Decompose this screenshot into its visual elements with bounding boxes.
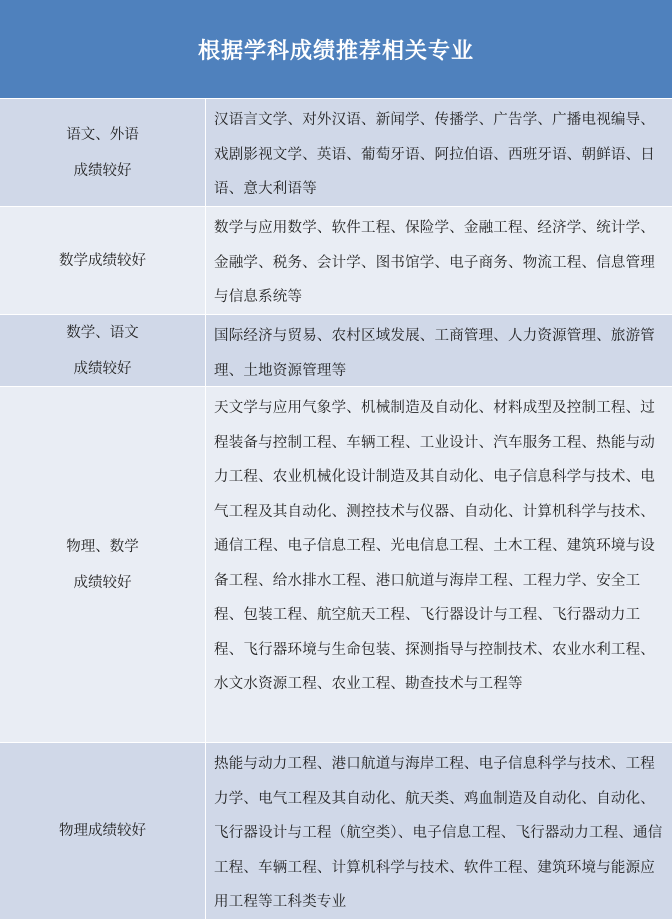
table-row xyxy=(0,387,672,743)
table-row xyxy=(0,315,672,387)
subject-label: 数学成绩较好 xyxy=(59,252,146,269)
majors-cell: 热能与动力工程、港口航道与海岸工程、电子信息科学与技术、工程力学、电气工程及其自动化、航天类、鸡血制造及自动化、自动化、飞行器设计与工程（航空类）、电子信息工程、飞行器动力工程、通信工程、车辆工程、计算机科学与技术、软件工程、建筑环境与能源应用工程等工科类专业 xyxy=(214,756,663,910)
subject-label: 成绩较好 xyxy=(73,162,132,179)
subject-cell xyxy=(0,315,206,386)
subject-label: 物理、数学 xyxy=(66,538,139,555)
subject-label: 数学、语文 xyxy=(66,324,139,341)
subject-cell xyxy=(0,99,206,206)
subject-cell xyxy=(0,387,206,742)
table-row xyxy=(0,99,672,207)
majors-cell: 天文学与应用气象学、机械制造及自动化、材料成型及控制工程、过程装备与控制工程、车辆工程、工业设计、汽车服务工程、热能与动力工程、农业机械化设计制造及其自动化、电子信息科学与技术、电气工程及其自动化、测控技术与仪器、自动化、计算机科学与技术、通信工程、电子信息工程、光电信息工程、土木工程、建筑环境与设备工程、给水排水工程、港口航道与海岸工程、工程力学、安全工程、包装工程、航空航天工程、飞行器设计与工程、飞行器动力工程、飞行器环境与生命包装、探测指导与控制技术、农业水利工程、水文水资源工程、农业工程、勘查技术与工程等 xyxy=(214,400,655,692)
table-row xyxy=(0,743,672,919)
table-header xyxy=(0,0,672,99)
subject-label: 物理成绩较好 xyxy=(59,823,146,839)
majors-cell: 国际经济与贸易、农村区域发展、工商管理、人力资源管理、旅游管理、土地资源管理等 xyxy=(214,328,655,379)
subject-cell xyxy=(0,743,206,919)
table-title: 根据学科成绩推荐相关专业 xyxy=(197,38,474,64)
majors-cell: 汉语言文学、对外汉语、新闻学、传播学、广告学、广播电视编导、戏剧影视文学、英语、葡萄牙语、阿拉伯语、西班牙语、朝鲜语、日语、意大利语等 xyxy=(214,112,655,197)
majors-cell: 数学与应用数学、软件工程、保险学、金融工程、经济学、统计学、金融学、税务、会计学、图书馆学、电子商务、物流工程、信息管理与信息系统等 xyxy=(214,220,655,305)
subject-label: 成绩较好 xyxy=(73,360,132,377)
subject-label: 语文、外语 xyxy=(66,126,139,143)
table-row xyxy=(0,207,672,315)
subject-cell xyxy=(0,207,206,314)
subject-label: 成绩较好 xyxy=(73,574,132,591)
